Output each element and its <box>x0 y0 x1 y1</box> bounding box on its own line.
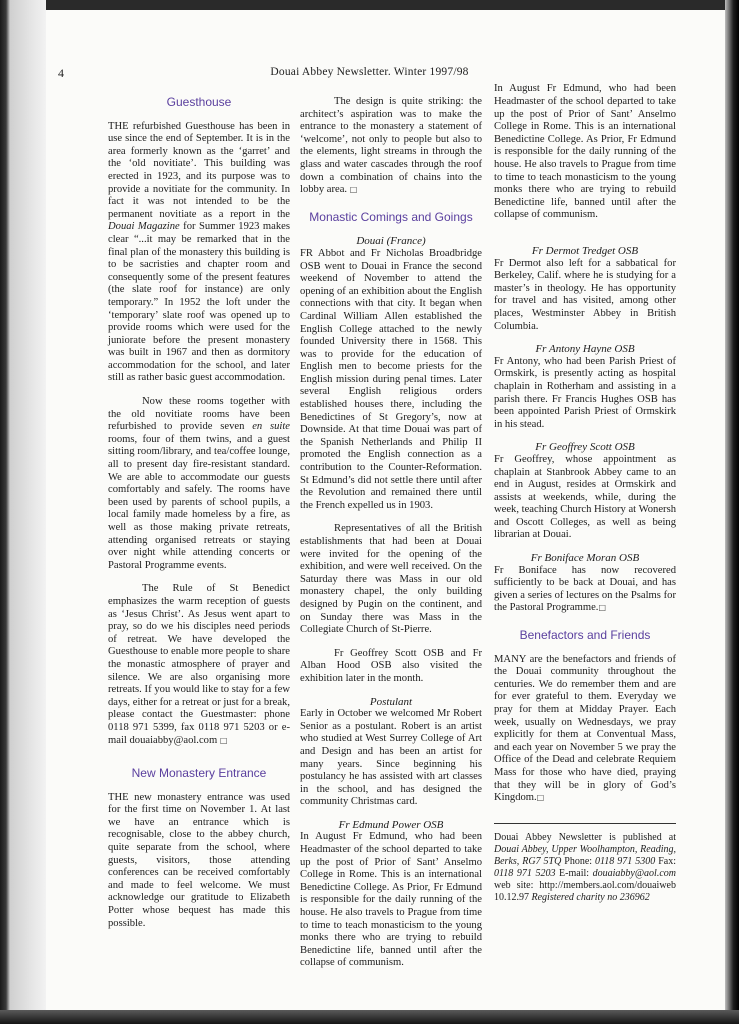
entrance-paragraph-2 <box>300 96 482 197</box>
colophon-email[interactable]: douaiabby@aol.com <box>592 867 676 879</box>
colophon-divider <box>494 823 676 824</box>
boniface-text: Fr Boniface has now recovered sufficiently to be back at Douai, and has given a series of lectures on the Psalms for the Pastoral Programme. <box>494 564 676 614</box>
guesthouse-paragraph-1 <box>108 121 290 385</box>
boniface-subheading: Fr Boniface Moran OSB <box>530 552 640 565</box>
entrance-heading: New Monastery Entrance <box>131 766 267 781</box>
column-3 <box>494 83 676 904</box>
scan-bottom-shadow <box>0 1010 739 1024</box>
benefactors-text: MANY are the benefactors and friends of the Douai community throughout the centuries. We do remember them and are for ever grateful to them. Everyday we pray for them at Midday Prayer. Each week, usually on Wednesdays, we pray explicitly for them at Conventual Mass, and each year on November 5 we pray the Office of the Dead and celebrate Requiem Mass for those who have died, praying that they will be in glory of God’s Kingdom. <box>494 653 676 804</box>
douai-paragraph-3: Fr Geoffrey Scott OSB and Fr Alban Hood OSB also visited the exhibition later in the month. <box>300 647 482 684</box>
antony-subheading: Fr Antony Hayne OSB <box>535 343 635 356</box>
geoffrey-paragraph: Fr Geoffrey, whose appointment as chaplain at Stanbrook Abbey came to an end in August, resides at Ormskirk and assists at weekends, while, during the week, teaching Church History at Wonersh and Oscott Colleges, as well as being librarian at Douai. <box>494 453 676 541</box>
end-mark-icon: □ <box>536 793 545 803</box>
edmund-subheading: Fr Edmund Power OSB <box>338 818 444 831</box>
guesthouse-p2-emphasis: en suite <box>252 421 290 433</box>
scan-edge-shadow <box>725 0 739 1024</box>
colophon-email-label: E-mail: <box>559 867 590 879</box>
colophon-fax-label: Fax: <box>658 855 676 867</box>
end-mark-icon: □ <box>598 603 607 613</box>
postulant-paragraph: Early in October we welcomed Mr Robert Senior as a postulant. Robert is an artist who studied at West Surrey College of Art and Design and has been an artist for many years. Since beginning his postulancy he has assisted with art classes in the school, and has designed the community Christmas card. <box>300 708 482 808</box>
benefactors-paragraph <box>494 654 676 805</box>
column-1 <box>108 96 290 930</box>
colophon-phone: 0118 971 5300 <box>595 855 656 867</box>
benefactors-heading: Benefactors and Friends <box>519 628 651 643</box>
guesthouse-p1-emphasis: Douai Magazine <box>108 221 180 233</box>
dermot-subheading: Fr Dermot Tredget OSB <box>531 245 639 257</box>
entrance-p2-text: The design is quite striking: the architect’s aspiration was to make the entrance to the monastery a statement of ‘welcome’, not only to people but also to the elements, light streams in through the glass and water cascades through the roof down a combination of chains into the lobby area. <box>300 96 482 196</box>
guesthouse-p1-text-b: for Summer 1923 makes clear “...it may be remarked that in the final plan of the monastery this building is to be sacristies and chapter room and consequently some of the present features (the slate roof for instance) are only temporary.” In 1952 the loft under the ‘temporary’ slate roof was opened up to provide rooms which were used for the juniorate before the present monastery was built in 1967 and then as dormitory accommodation for the school, and later still as rather basic guest accommodation. <box>108 221 290 384</box>
guesthouse-p1-text-a: THE refurbished Guesthouse has been in use since the end of September. It is in the area formerly known as the ‘garret’ and the ‘old novitiate’. This building was erected in 1923, and its purpose was to provide a novitiate for the community. In fact it was not intended to be the permanent novitiate as a report in the <box>108 120 290 220</box>
scan-binding-shadow <box>0 0 46 1024</box>
douai-paragraph-2: Representatives of all the British establishments that had been at Douai were invited for the opening of the exhibition, and were well received. On the Saturday there was Mass in our old monastery chapel, the only building designed by Pugin on the continent, and on Sunday there was Mass in the Collegiate Church of St-Pierre. <box>300 523 482 636</box>
douai-paragraph-1: FR Abbot and Fr Nicholas Broadbridge OSB went to Douai in France the second weekend of November to attend the opening of an exhibition about the English connections with that city. It began when Cardinal William Allen established the English College attached to the newly founded University there in 1568. This was to provide for the education of English men to become priests for the English mission during penal times. Later several English religious orders established houses there, including the Benedictines of St Gregory’s, now at Downside. At that time Douai was part of the Spanish Netherlands and Philip II promoted the English connection as a contribution to the Counter-Reformation. St Edmund’s did not settle there until after the Revolution and remained there until the French expelled us in 1903. <box>300 247 482 511</box>
guesthouse-paragraph-2 <box>108 396 290 572</box>
guesthouse-p3-text: The Rule of St Benedict emphasizes the warm reception of guests as ‘Jesus Christ’. As Jesus went apart to pray, so do we his disciples need periods of retreat. We have developed the Guesthouse to enable more people to share the monastic atmosphere of prayer and silence. We are also organising more retreats. If you would like to stay for a few days, either for a retreat or just for a break, please contact the Guestmaster: phone 0118 971 5399, fax 0118 971 5203 or e-mail douaiabby@aol.com <box>108 583 290 746</box>
entrance-paragraph-1: THE new monastery entrance was used for the first time on November 1. At last we have an entrance which is recognisable, close to the abbey church, quite separate from the school, where guests, visitors, those attending conferences can be received comfortably and made to feel welcome. We must acknowledge our gratitude to Elizabeth Potter whose bequest has made this possible. <box>108 791 290 929</box>
boniface-paragraph <box>494 565 676 615</box>
colophon-date: 10.12.97 <box>494 891 529 903</box>
douai-subheading: Douai (France) <box>356 235 426 248</box>
colophon-web-label: web site: <box>494 879 534 891</box>
guesthouse-p2-text-a: Now these rooms together with the old novitiate rooms have been refurbished to provide seven <box>108 396 290 433</box>
page-number: 4 <box>58 66 64 80</box>
edmund-continued-text: In August Fr Edmund, who had been Headmaster of the school departed to take up the post of Prior of Sant’ Anselmo College in Rome. This is an international Benedictine College. As Prior, Fr Edmund is responsible for the daily running of the house. He also travels to Prague from time to time to teach monasticism to the young monks there who are trying to rebuild Benedictine life, banned until after the collapse of communism. <box>494 83 676 221</box>
dermot-paragraph: Fr Dermot also left for a sabbatical for Berkeley, Calif. where he is studying for a master’s in theology. He has opportunity for travel and has visited, among other places, Westminster Abbey in British Columbia. <box>494 257 676 332</box>
colophon-address: Douai Abbey, Upper Woolhampton, Reading, Berks, RG7 5TQ <box>494 843 676 867</box>
colophon <box>494 832 676 904</box>
guesthouse-p2-text-b: rooms, four of them twins, and a guest sitting room/library, and tea/coffee lounge, all to present day fire-resistant standard. We are able to accommodate our guests comfortably and safely. The rooms have been used by parents of school pupils, a local family made homeless by a fire, as well as those making private retreats, attending organised retreats or staying over night while attending concerts or Pastoral Programme events. <box>108 433 290 571</box>
end-mark-icon: □ <box>349 185 358 195</box>
guesthouse-paragraph-3 <box>108 583 290 747</box>
comings-heading: Monastic Comings and Goings <box>309 209 473 224</box>
antony-paragraph: Fr Antony, who had been Parish Priest of Ormskirk, is presently acting as hospital chaplain in Rotherham and assisting in a parish there. Fr Francis Hughes OSB has been appointed Parish Priest of Ormskirk in his stead. <box>494 355 676 430</box>
colophon-fax: 0118 971 5203 <box>494 867 556 879</box>
colophon-web-url[interactable]: http://members.aol.com/douaiweb <box>539 879 676 891</box>
edmund-paragraph-continued <box>494 83 676 235</box>
postulant-subheading: Postulant <box>369 695 413 708</box>
running-header: Douai Abbey Newsletter. Winter 1997/98 <box>270 66 469 78</box>
end-mark-icon: □ <box>219 735 228 745</box>
geoffrey-subheading: Fr Geoffrey Scott OSB <box>535 441 635 454</box>
colophon-intro: Douai Abbey Newsletter is published at <box>494 831 676 843</box>
edmund-paragraph: In August Fr Edmund, who had been Headmaster of the school departed to take up the post of Prior of Sant’ Anselmo College in Rome. This is an international Benedictine College. As Prior, Fr Edmund is responsible for the daily running of the house. He also travels to Prague from time to time to teach monasticism to the young monks there who are trying to rebuild Benedictine life, banned until after the collapse of communism. <box>300 831 482 969</box>
column-2 <box>300 96 482 969</box>
colophon-charity: Registered charity no 236962 <box>531 891 650 903</box>
colophon-phone-label: Phone: <box>564 855 593 867</box>
guesthouse-heading: Guesthouse <box>166 95 232 109</box>
